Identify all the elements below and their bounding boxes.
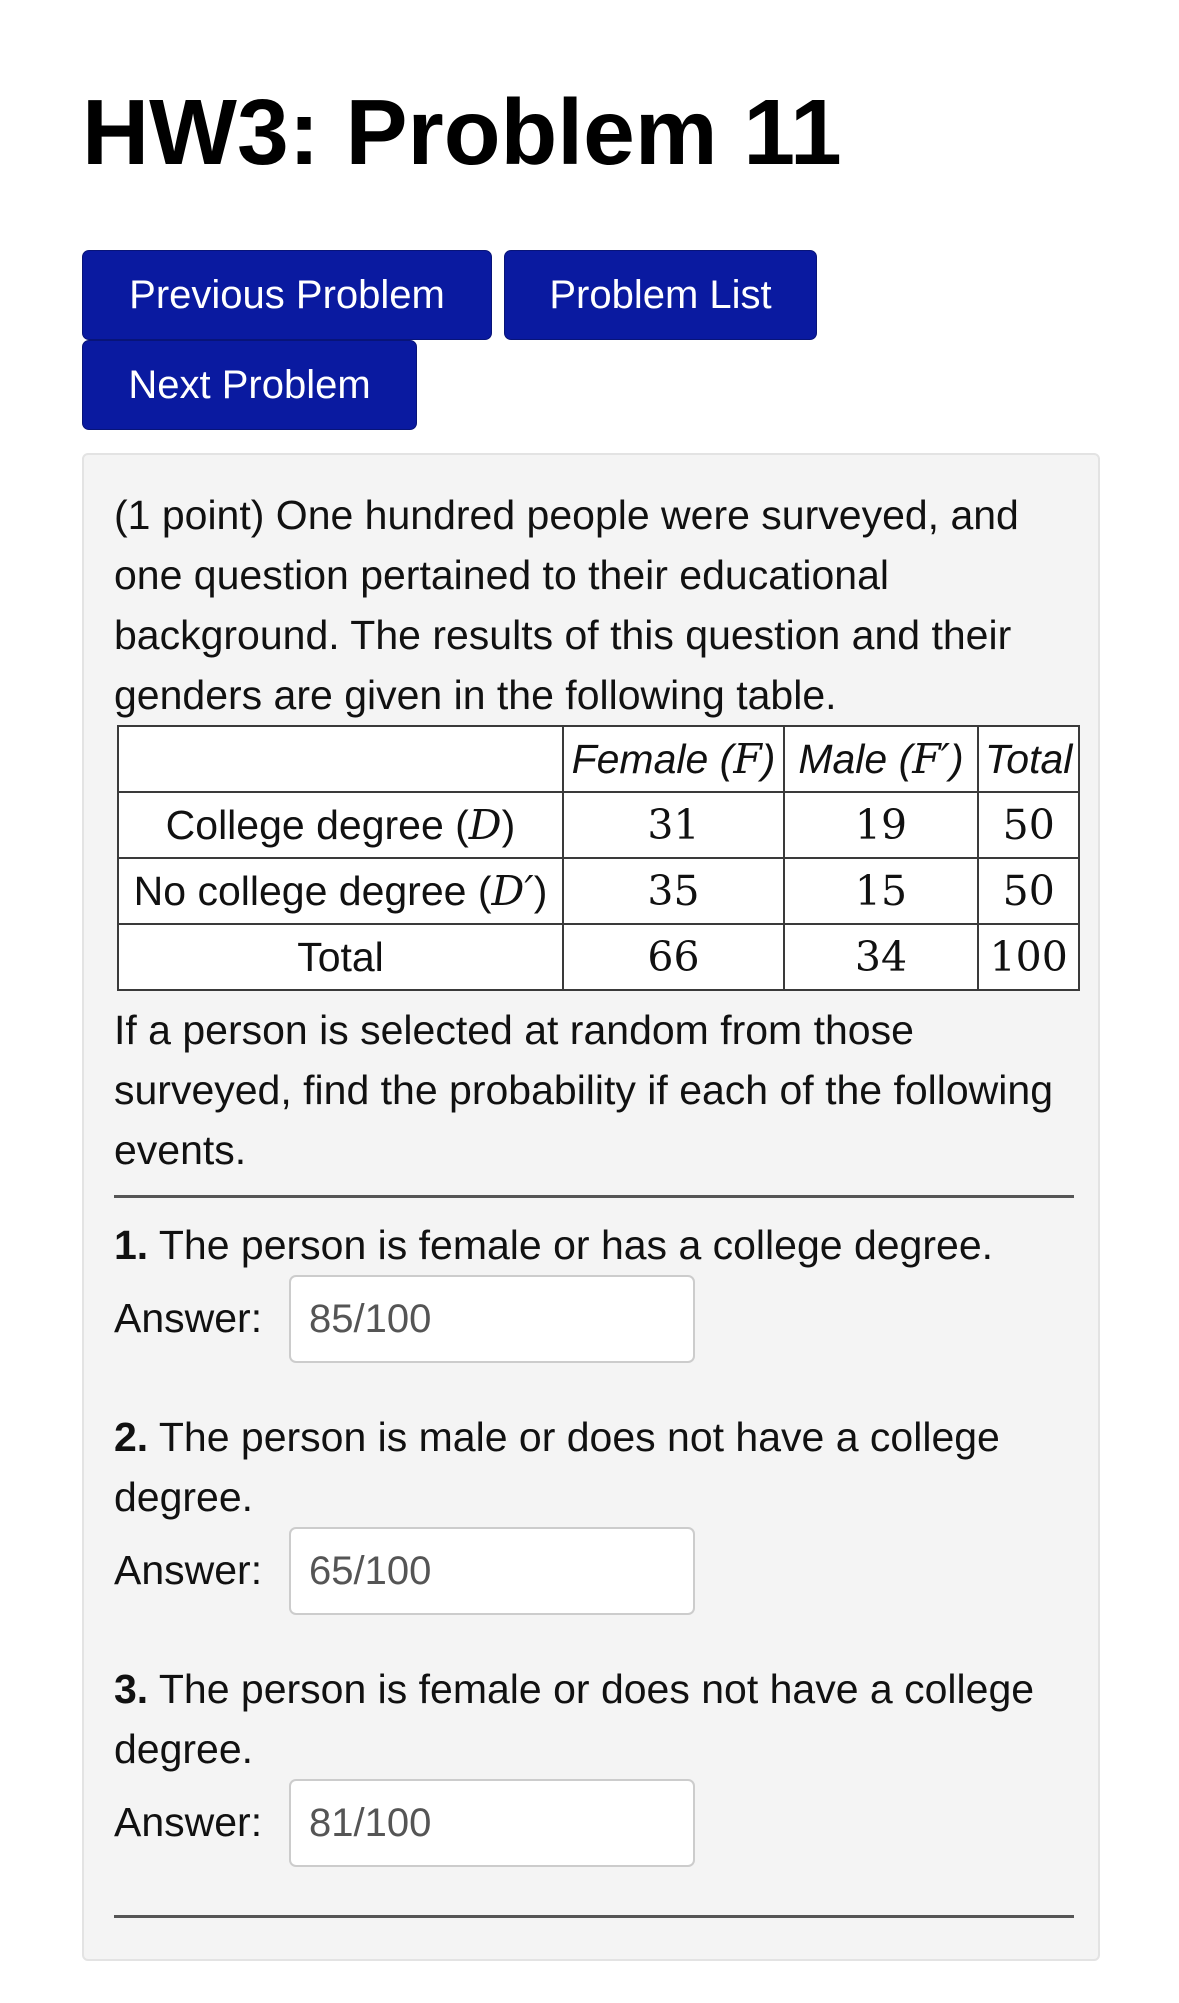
question-1 xyxy=(114,1215,1074,1275)
previous-problem-button[interactable]: Previous Problem xyxy=(82,250,492,340)
table-header-row xyxy=(118,726,1079,792)
cell-total-female: 66 xyxy=(563,924,784,990)
cell-total-male: 34 xyxy=(784,924,978,990)
answer-input-3[interactable] xyxy=(289,1779,695,1867)
header-female-label: Female ( xyxy=(571,736,734,782)
header-male-close: ) xyxy=(950,736,964,782)
row-label-college xyxy=(118,792,563,858)
row-label-total: Total xyxy=(118,924,563,990)
row-label-symbol: D xyxy=(468,801,502,849)
row-label-no-college xyxy=(118,858,563,924)
question-text: The person is female or does not have a college degree. xyxy=(114,1666,1035,1772)
cell-college-male: 19 xyxy=(784,792,978,858)
table-row xyxy=(118,792,1079,858)
header-male-symbol: F′ xyxy=(912,735,951,783)
question-3 xyxy=(114,1659,1074,1779)
cell-college-female: 31 xyxy=(563,792,784,858)
header-female-close: ) xyxy=(761,736,776,782)
problem-intro: (1 point) One hundred people were surveyed, and one question pertained to their educational background. The results of this question and their genders are given in the following table. xyxy=(114,492,1019,718)
page-title: HW3: Problem 11 xyxy=(82,80,842,184)
row-label-symbol: D′ xyxy=(491,867,534,915)
next-problem-button[interactable]: Next Problem xyxy=(82,340,417,430)
row-label-text: College degree ( xyxy=(165,802,469,848)
row-label-text: No college degree ( xyxy=(133,868,492,914)
answer-label: Answer: xyxy=(114,1799,263,1845)
header-male-label: Male ( xyxy=(798,736,913,782)
question-number: 3. xyxy=(114,1666,149,1712)
question-text: The person is female or has a college degree. xyxy=(148,1222,994,1268)
header-male xyxy=(784,726,978,792)
problem-panel xyxy=(82,453,1100,1961)
answer-input-2[interactable] xyxy=(289,1527,695,1615)
survey-table xyxy=(117,725,1080,991)
answer-label: Answer: xyxy=(114,1295,263,1341)
question-2 xyxy=(114,1407,1074,1527)
table-corner-cell xyxy=(118,726,563,792)
row-label-close: ) xyxy=(533,868,548,914)
header-female xyxy=(563,726,784,792)
answer-input-1[interactable] xyxy=(289,1275,695,1363)
table-row xyxy=(118,924,1079,990)
divider xyxy=(114,1195,1074,1198)
problem-list-button[interactable]: Problem List xyxy=(504,250,817,340)
question-number: 2. xyxy=(114,1414,149,1460)
header-female-symbol: F xyxy=(733,735,762,783)
cell-no-college-female: 35 xyxy=(563,858,784,924)
cell-total-total: 100 xyxy=(978,924,1079,990)
answer-label: Answer: xyxy=(114,1547,263,1593)
table-row xyxy=(118,858,1079,924)
header-total: Total xyxy=(978,726,1079,792)
question-text: The person is male or does not have a college degree. xyxy=(114,1414,1000,1520)
cell-no-college-male: 15 xyxy=(784,858,978,924)
question-number: 1. xyxy=(114,1222,149,1268)
problem-followup: If a person is selected at random from those surveyed, find the probability if each of the following events. xyxy=(114,1007,1053,1173)
row-label-close: ) xyxy=(501,802,516,848)
cell-no-college-total: 50 xyxy=(978,858,1079,924)
cell-college-total: 50 xyxy=(978,792,1079,858)
divider xyxy=(114,1915,1074,1918)
